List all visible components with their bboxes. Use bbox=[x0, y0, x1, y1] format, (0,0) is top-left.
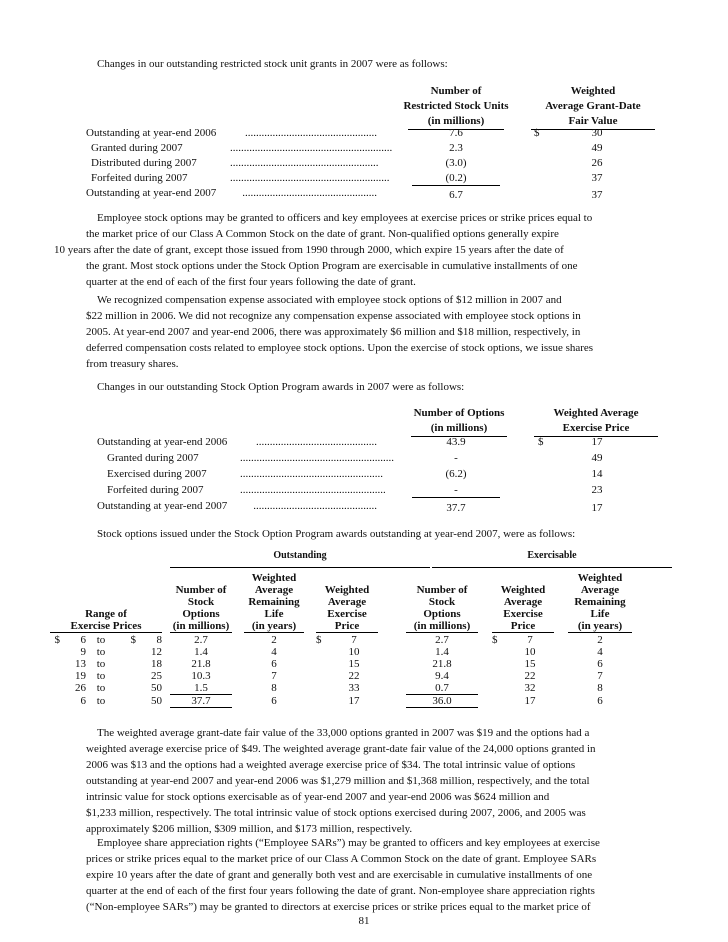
paragraph-employee-sars bbox=[86, 835, 646, 915]
text-line: the market price of our Class A Common Stock on the date of grant. Non-qualified options generally expire bbox=[86, 228, 559, 240]
spacer bbox=[554, 670, 568, 682]
spacer bbox=[478, 646, 492, 658]
price-value: 26 bbox=[591, 157, 603, 169]
text-line: expire 10 years after the date of grant and generally both vest and are exercisable in cumulative installments of one bbox=[86, 869, 593, 881]
header-line: Life bbox=[590, 608, 610, 620]
header-line: (in years) bbox=[244, 620, 304, 633]
page-number: 81 bbox=[358, 915, 370, 927]
ex-num-options: 9.4 bbox=[435, 670, 449, 682]
text-line: quarter at the end of each of the first four years following the date of grant. bbox=[86, 276, 416, 288]
num-options: 1.5 bbox=[170, 682, 232, 695]
wa-price: 10 bbox=[348, 646, 360, 658]
range-to: to bbox=[96, 658, 106, 670]
rsu-intro: Changes in our outstanding restricted stock unit grants in 2007 were as follows: bbox=[97, 58, 448, 70]
header-ex-life bbox=[568, 572, 632, 634]
dollar-sign bbox=[492, 695, 506, 708]
price-value: 23 bbox=[591, 484, 603, 496]
ex-num-options: 1.4 bbox=[435, 646, 449, 658]
header-line: Average bbox=[327, 596, 367, 608]
spacer bbox=[478, 682, 492, 695]
header-line: Weighted bbox=[577, 572, 623, 584]
text-line: weighted average exercise price of $49. The weighted average grant-date fair value of the 24,000 options granted in bbox=[86, 743, 596, 755]
options-table-intro: Stock options issued under the Stock Option Program awards outstanding at year-end 2007, were as follows: bbox=[97, 528, 576, 540]
header-line: (in millions) bbox=[408, 114, 504, 130]
dollar-sign bbox=[492, 658, 506, 670]
header-line: Remaining bbox=[574, 596, 626, 608]
leader-dots: ........................................................ bbox=[240, 452, 394, 464]
wa-life: 8 bbox=[271, 682, 277, 695]
spacer bbox=[162, 670, 170, 682]
header-ex-price bbox=[492, 572, 554, 634]
range-low: 26 bbox=[75, 682, 86, 695]
wa-life: 6 bbox=[271, 658, 277, 670]
ex-life: 6 bbox=[597, 695, 603, 707]
header-wa-price bbox=[316, 572, 378, 634]
ex-num-options: 0.7 bbox=[406, 682, 478, 695]
row-label: Forfeited during 2007 bbox=[91, 172, 188, 184]
dollar-sign bbox=[316, 646, 330, 658]
dollar-sign bbox=[316, 670, 330, 682]
range-low: 6 bbox=[80, 634, 86, 646]
range-to: to bbox=[96, 695, 106, 707]
header-line: Number of Options bbox=[413, 407, 505, 419]
spacer bbox=[554, 646, 568, 658]
dollar-sign bbox=[50, 682, 60, 695]
ex-price: 32 bbox=[524, 682, 536, 695]
price-value: 37 bbox=[591, 172, 603, 184]
header-range bbox=[50, 572, 162, 634]
units-value: - bbox=[454, 452, 458, 464]
header-num-options bbox=[170, 572, 232, 634]
price-value: 30 bbox=[591, 127, 603, 139]
units-value: (3.0) bbox=[445, 157, 467, 169]
spacer bbox=[232, 646, 244, 658]
leader-dots: ..................................................... bbox=[240, 484, 386, 496]
dollar-sign bbox=[316, 658, 330, 670]
range-high: 18 bbox=[151, 658, 162, 670]
header-line: Fair Value bbox=[531, 114, 655, 130]
units-value: 2.3 bbox=[449, 142, 463, 154]
spacer bbox=[478, 658, 492, 670]
ex-price: 15 bbox=[524, 658, 536, 670]
row-label: Outstanding at year-end 2007 bbox=[86, 187, 217, 199]
ex-num-options: 2.7 bbox=[435, 634, 449, 646]
range-to: to bbox=[96, 634, 106, 646]
text-line: intrinsic value for stock options exercisable as of year-end 2007 and year-end 2006 was $624 million and bbox=[86, 791, 550, 803]
range-to: to bbox=[96, 670, 106, 682]
spacer bbox=[232, 695, 244, 708]
spacer bbox=[304, 682, 316, 695]
dollar-sign bbox=[116, 682, 136, 695]
text-line: deferred compensation costs related to employee stock options. Upon the exercise of stock options, we issue shares bbox=[86, 342, 594, 354]
ex-life: 2 bbox=[597, 634, 603, 646]
options-outstanding-table bbox=[50, 572, 632, 708]
rsu-value-header bbox=[531, 84, 655, 130]
wa-life: 7 bbox=[271, 670, 277, 682]
leader-dots: .......................................................... bbox=[230, 172, 390, 184]
paragraph-employee-stock-options bbox=[54, 210, 646, 290]
header-line: Exercise Prices bbox=[50, 620, 162, 633]
row-label: Outstanding at year-end 2006 bbox=[97, 436, 228, 448]
leader-dots: ...................................................... bbox=[230, 157, 379, 169]
spacer bbox=[378, 646, 406, 658]
header-line: (in millions) bbox=[411, 421, 507, 437]
header-line: Exercise Price bbox=[534, 421, 658, 437]
ex-life: 6 bbox=[597, 658, 603, 670]
num-options: 10.3 bbox=[191, 670, 211, 682]
dollar-sign: $ bbox=[316, 634, 322, 646]
group-label: Outstanding bbox=[273, 550, 327, 561]
dollar-sign bbox=[492, 646, 506, 658]
paragraph-grant-date-fair-value bbox=[86, 725, 646, 837]
num-options: 1.4 bbox=[194, 646, 208, 658]
row-label: Exercised during 2007 bbox=[107, 468, 207, 480]
dollar-sign bbox=[316, 682, 330, 695]
price-value: 17 bbox=[591, 502, 603, 514]
units-value: 43.9 bbox=[446, 436, 466, 448]
wa-price: 22 bbox=[348, 670, 360, 682]
ex-life: 4 bbox=[597, 646, 603, 658]
header-line: Number of bbox=[416, 584, 468, 596]
header-line: Stock bbox=[428, 596, 456, 608]
group-rule bbox=[170, 567, 430, 568]
dollar-sign bbox=[492, 682, 506, 695]
header-line: Exercise bbox=[503, 608, 543, 620]
text-line: Employee stock options may be granted to officers and key employees at exercise prices or strike prices equal to bbox=[97, 212, 593, 224]
ex-num-options: 21.8 bbox=[432, 658, 452, 670]
text-line: outstanding at year-end 2007 and year-end 2006 was $1,279 million and $1,368 million, respectively, and the total bbox=[86, 775, 590, 787]
text-line: the grant. Most stock options under the Stock Option Program are exercisable in cumulative installments of one bbox=[86, 260, 578, 272]
ex-num-options: 36.0 bbox=[406, 695, 478, 708]
spacer bbox=[162, 695, 170, 708]
spacer bbox=[232, 658, 244, 670]
sop-value-header bbox=[534, 406, 658, 437]
header-line: Average bbox=[503, 596, 543, 608]
group-label: Exercisable bbox=[527, 550, 577, 561]
row-label: Granted during 2007 bbox=[107, 452, 199, 464]
header-line: Weighted bbox=[500, 584, 546, 596]
wa-life: 4 bbox=[271, 646, 277, 658]
table-row bbox=[50, 634, 632, 646]
spacer bbox=[304, 695, 316, 708]
header-line: (in millions) bbox=[170, 620, 232, 633]
text-line: $22 million in 2006. We did not recognize any compensation expense associated with employee stock options in bbox=[86, 310, 581, 322]
text-line: 10 years after the date of grant, except those issued from 1990 through 2000, which expire 15 years after the date of bbox=[54, 244, 564, 256]
range-low: 6 bbox=[80, 695, 86, 707]
spacer bbox=[232, 670, 244, 682]
row-label: Granted during 2007 bbox=[91, 142, 183, 154]
wa-price: 7 bbox=[351, 634, 357, 646]
price-value: 49 bbox=[591, 452, 603, 464]
range-low: 9 bbox=[80, 646, 86, 658]
leader-dots: ............................................ bbox=[256, 436, 377, 448]
spacer bbox=[554, 634, 568, 646]
spacer bbox=[162, 682, 170, 695]
wa-life: 2 bbox=[271, 634, 277, 646]
spacer bbox=[554, 658, 568, 670]
units-value: 37.7 bbox=[446, 502, 466, 514]
header-line: Average bbox=[580, 584, 620, 596]
ex-price: 22 bbox=[524, 670, 536, 682]
ex-price: 10 bbox=[524, 646, 536, 658]
group-outstanding bbox=[170, 550, 430, 568]
spacer bbox=[232, 634, 244, 646]
dollar-sign bbox=[50, 670, 60, 682]
spacer bbox=[378, 695, 406, 708]
price-value: 37 bbox=[591, 189, 603, 201]
header-wa-life bbox=[244, 572, 304, 634]
dollar-sign bbox=[492, 670, 506, 682]
range-low: 13 bbox=[75, 658, 86, 670]
dollar-sign: $ bbox=[130, 634, 136, 646]
row-label: Outstanding at year-end 2006 bbox=[86, 127, 217, 139]
header-ex-num bbox=[406, 572, 478, 634]
dollar-sign bbox=[116, 658, 136, 670]
header-line: Price bbox=[492, 620, 554, 633]
spacer bbox=[554, 682, 568, 695]
spacer bbox=[162, 634, 170, 646]
row-label: Distributed during 2007 bbox=[91, 157, 197, 169]
text-line: The weighted average grant-date fair value of the 33,000 options granted in 2007 was $19 and the options had a bbox=[97, 727, 590, 739]
range-high: 8 bbox=[156, 634, 162, 646]
dollar-sign: $ bbox=[492, 634, 498, 646]
header-line: Average bbox=[254, 584, 294, 596]
range-to: to bbox=[96, 646, 106, 658]
leader-dots: ............................................. bbox=[253, 500, 377, 512]
spacer bbox=[378, 682, 406, 695]
wa-price: 17 bbox=[348, 695, 360, 707]
dollar-sign bbox=[50, 658, 60, 670]
text-line: 2006 was $13 and the options had a weighted average exercise price of $34. The total intrinsic value of options bbox=[86, 759, 576, 771]
num-options: 37.7 bbox=[170, 695, 232, 708]
wa-life: 6 bbox=[271, 695, 277, 707]
spacer bbox=[378, 670, 406, 682]
header-line: (in millions) bbox=[406, 620, 478, 633]
row-label: Forfeited during 2007 bbox=[107, 484, 204, 496]
header-line: Weighted bbox=[570, 85, 616, 97]
header-line: Weighted bbox=[251, 572, 297, 584]
group-exercisable bbox=[432, 550, 672, 568]
text-line: Employee share appreciation rights (“Employee SARs”) may be granted to officers and key employees at exercise bbox=[97, 837, 600, 849]
leader-dots: ........................................................... bbox=[230, 142, 393, 154]
header-line: Weighted Average bbox=[553, 407, 639, 419]
text-line: $1,233 million, respectively. The total intrinsic value of stock options exercised during 2007, 2006, and 2005 was bbox=[86, 807, 586, 819]
table-row bbox=[50, 682, 632, 695]
sop-units-header bbox=[404, 406, 514, 437]
ex-price: 17 bbox=[524, 695, 536, 707]
dollar-sign bbox=[116, 695, 136, 708]
leader-dots: ................................................ bbox=[245, 127, 377, 139]
units-value: (0.2) bbox=[412, 172, 500, 186]
text-line: prices or strike prices equal to the market price of our Class A Common Stock on the date of grant. Employee SARs bbox=[86, 853, 597, 865]
header-line: Range of bbox=[85, 608, 127, 620]
header-line: Restricted Stock Units bbox=[403, 100, 509, 112]
spacer bbox=[304, 658, 316, 670]
text-line: (“Non-employee SARs”) may be granted to directors at exercise prices or strike prices equal to the market price of bbox=[86, 901, 591, 913]
ex-life: 7 bbox=[597, 670, 603, 682]
range-low: 19 bbox=[75, 670, 86, 682]
wa-price: 15 bbox=[348, 658, 360, 670]
spacer bbox=[378, 658, 406, 670]
units-value: - bbox=[412, 484, 500, 498]
num-options: 21.8 bbox=[191, 658, 211, 670]
table-row bbox=[50, 646, 632, 658]
spacer bbox=[478, 695, 492, 708]
header-line: Weighted bbox=[324, 584, 370, 596]
dollar-sign: $ bbox=[534, 127, 540, 139]
spacer bbox=[478, 670, 492, 682]
text-line: quarter at the end of each of the first four years following the date of grant. Non-employee share appreciation rights bbox=[86, 885, 595, 897]
spacer bbox=[304, 670, 316, 682]
leader-dots: ................................................. bbox=[242, 187, 377, 199]
group-rule bbox=[432, 567, 672, 568]
row-label: Outstanding at year-end 2007 bbox=[97, 500, 228, 512]
price-value: 17 bbox=[591, 436, 603, 448]
spacer bbox=[378, 634, 406, 646]
dollar-sign bbox=[50, 695, 60, 708]
units-value: 7.6 bbox=[449, 127, 463, 139]
text-line: 2005. At year-end 2007 and year-end 2006, there was approximately $6 million and $18 million, respectively, in bbox=[86, 326, 581, 338]
header-line: Remaining bbox=[248, 596, 300, 608]
dollar-sign bbox=[116, 646, 136, 658]
rsu-units-header bbox=[396, 84, 516, 130]
dollar-sign bbox=[50, 646, 60, 658]
wa-price: 33 bbox=[348, 682, 360, 695]
table-row bbox=[50, 670, 632, 682]
range-to: to bbox=[96, 682, 106, 695]
spacer bbox=[232, 682, 244, 695]
num-options: 2.7 bbox=[194, 634, 208, 646]
header-row bbox=[50, 572, 632, 634]
table-row bbox=[50, 658, 632, 670]
header-line: Stock bbox=[187, 596, 215, 608]
dollar-sign bbox=[316, 695, 330, 708]
spacer bbox=[554, 695, 568, 708]
range-high: 50 bbox=[151, 682, 162, 695]
table-row bbox=[50, 695, 632, 708]
dollar-sign: $ bbox=[54, 634, 60, 646]
text-line: We recognized compensation expense associated with employee stock options of $12 million in 2007 and bbox=[97, 294, 562, 306]
spacer bbox=[478, 634, 492, 646]
header-line: Number of bbox=[175, 584, 227, 596]
header-line: Price bbox=[316, 620, 378, 633]
header-line: Exercise bbox=[327, 608, 367, 620]
header-line: Options bbox=[182, 608, 220, 620]
text-line: from treasury shares. bbox=[86, 358, 179, 370]
header-line: Options bbox=[423, 608, 461, 620]
sop-intro: Changes in our outstanding Stock Option Program awards in 2007 were as follows: bbox=[97, 381, 465, 393]
header-line: Average Grant-Date bbox=[545, 100, 641, 112]
text-line: approximately $206 million, $309 million, and $173 million, respectively. bbox=[86, 823, 413, 835]
spacer bbox=[162, 658, 170, 670]
range-high: 50 bbox=[151, 695, 162, 707]
spacer bbox=[304, 634, 316, 646]
ex-life: 8 bbox=[597, 682, 603, 695]
price-value: 14 bbox=[591, 468, 603, 480]
dollar-sign: $ bbox=[538, 436, 544, 448]
units-value: (6.2) bbox=[445, 468, 467, 480]
dollar-sign bbox=[116, 670, 136, 682]
units-value: 6.7 bbox=[449, 189, 463, 201]
leader-dots: .................................................... bbox=[240, 468, 383, 480]
spacer bbox=[304, 646, 316, 658]
header-line: (in years) bbox=[568, 620, 632, 633]
range-high: 12 bbox=[151, 646, 162, 658]
range-high: 25 bbox=[151, 670, 162, 682]
spacer bbox=[162, 646, 170, 658]
price-value: 49 bbox=[591, 142, 603, 154]
ex-price: 7 bbox=[527, 634, 533, 646]
header-line: Life bbox=[264, 608, 284, 620]
header-line: Number of bbox=[430, 85, 482, 97]
paragraph-compensation-expense bbox=[86, 292, 646, 372]
